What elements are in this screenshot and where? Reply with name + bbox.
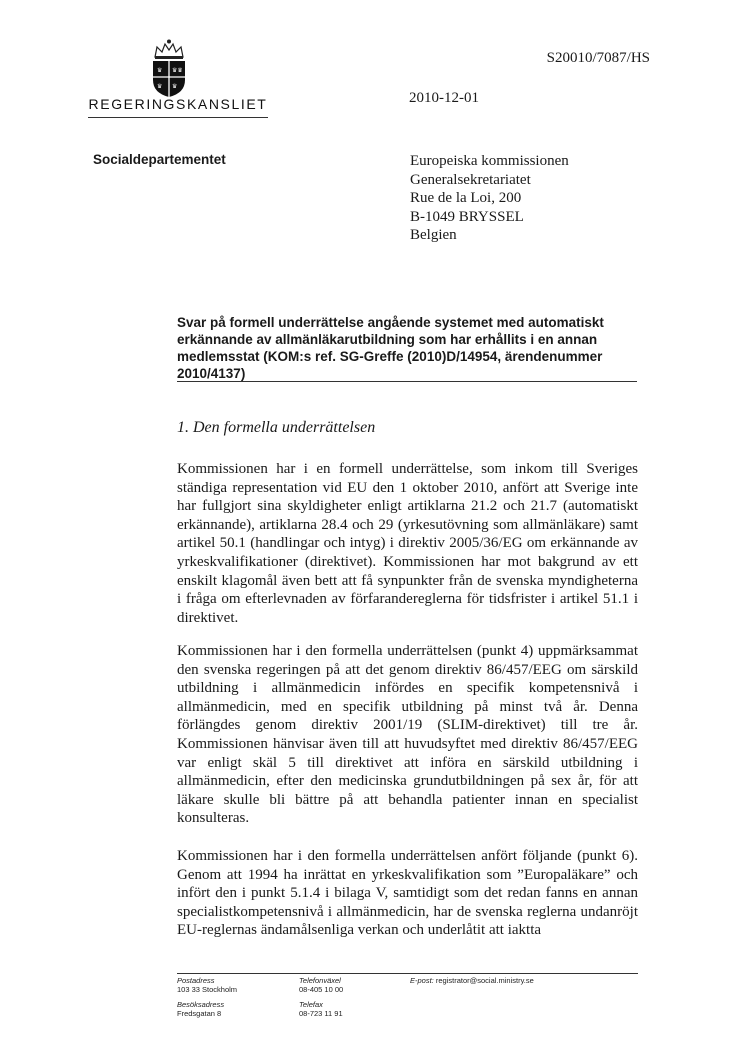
footer-email-label: E-post:: [410, 976, 434, 985]
footer-phone-label: Telefonväxel: [299, 976, 341, 985]
footer-visit-label: Besöksadress: [177, 1000, 225, 1009]
crown-shield-icon: [145, 38, 193, 98]
footer-postal-value: 103 33 Stockholm: [177, 985, 238, 994]
footer-phone-value: 08-405 10 00: [299, 985, 344, 994]
section-heading: 1. Den formella underrättelsen: [177, 419, 376, 436]
recipient-line: Generalsekretariatet: [410, 171, 531, 188]
subject-divider: [177, 381, 637, 382]
subject-heading: Svar på formell underrättelse angående systemet med automatiskt erkännande av allmänläkarutbildning som har erhållits i en annan medlemsstat (KOM:s ref. SG-Greffe (2010)D/14954, ärendenummer 2010/4137): [177, 315, 604, 381]
svg-text:♛: ♛: [172, 83, 178, 90]
document-date: 2010-12-01: [409, 90, 479, 106]
footer-email: [410, 976, 534, 985]
recipient-line: B-1049 BRYSSEL: [410, 208, 524, 225]
footer-fax-value: 08-723 11 91: [299, 1009, 343, 1018]
logo-text: REGERINGSKANSLIET: [88, 96, 268, 112]
footer-divider: [177, 973, 638, 974]
footer-postal: [177, 976, 237, 994]
footer-visit: [177, 1000, 224, 1018]
body-paragraph: Kommissionen har i en formell underrättelse, som inkom till Sveriges ständiga representation vid EU den 1 oktober 2010, anfört att Sverige inte har fullgjort sina skyldigheter enligt artiklarna 21.2 och 21.7 (automatiskt erkännande), artiklarna 28.4 och 29 (yrkesutövning som allmänläkare) samt artikel 50.1 (handlingar och intyg) i direktiv 2005/36/EG om erkännande av yrkeskvalifikationer (direktivet). Kommissionen har mot bakgrund av ett enskilt klagomål även bett att få synpunkter från de svenska myndigheterna i fråga om efterlevnaden av förfarandereglerna för tidsfrister i artikel 51.1 i direktivet.: [177, 461, 638, 626]
svg-text:♛: ♛: [157, 83, 163, 90]
sender-department: Socialdepartementet: [93, 152, 226, 167]
logo-divider: [88, 117, 268, 118]
recipient-line: Rue de la Loi, 200: [410, 190, 522, 206]
footer-visit-value: Fredsgatan 8: [177, 1009, 222, 1018]
svg-text:♛: ♛: [157, 67, 163, 74]
svg-text:♛♛: ♛♛: [172, 67, 183, 74]
recipient-line: Europeiska kommissionen: [410, 153, 569, 169]
footer-fax-label: Telefax: [299, 1000, 323, 1009]
footer-email-value: registrator@social.ministry.se: [435, 976, 534, 985]
document-reference: S20010/7087/HS: [546, 50, 650, 66]
recipient-line: Belgien: [410, 227, 457, 243]
recipient-address: [410, 152, 569, 245]
footer-fax: [299, 1000, 343, 1018]
footer-phone: [299, 976, 343, 994]
body-paragraph: Kommissionen har i den formella underrättelsen (punkt 4) uppmärksammat den svenska regeringen på att det genom direktiv 86/457/EEG om särskild utbildning i allmänmedicin infördes en specifik kompetensnivå i allmänmedicin, med en specifik utbildning på minst två år. Denna förlängdes genom direktiv 2001/19 (SLIM-direktivet) till tre år. Kommissionen hänvisar även till att huvudsyftet med direktiv 86/457/EEG var enligt skäl 5 till direktivet att införa en särskild utbildning i allmänmedicin, efter den medicinska grundutbildningen på sex år, för att läkare skulle bli bättre på att behandla patienter innan en specialist konsulteras.: [177, 643, 638, 827]
footer-postal-label: Postadress: [177, 976, 215, 985]
body-paragraph: Kommissionen har i den formella underrättelsen anfört följande (punkt 6). Genom att 1994 ha inrättat en yrkeskvalifikation som ”Europaläkare” och infört den i punkt 5.1.4 i bilaga V, samtidigt som det redan fanns en annan specialistkompetensnivå i allmänmedicin, har de svenska reglerna undanröjt EU-reglernas ändamålsenliga verkan och underlåtit att iaktta: [177, 848, 638, 939]
